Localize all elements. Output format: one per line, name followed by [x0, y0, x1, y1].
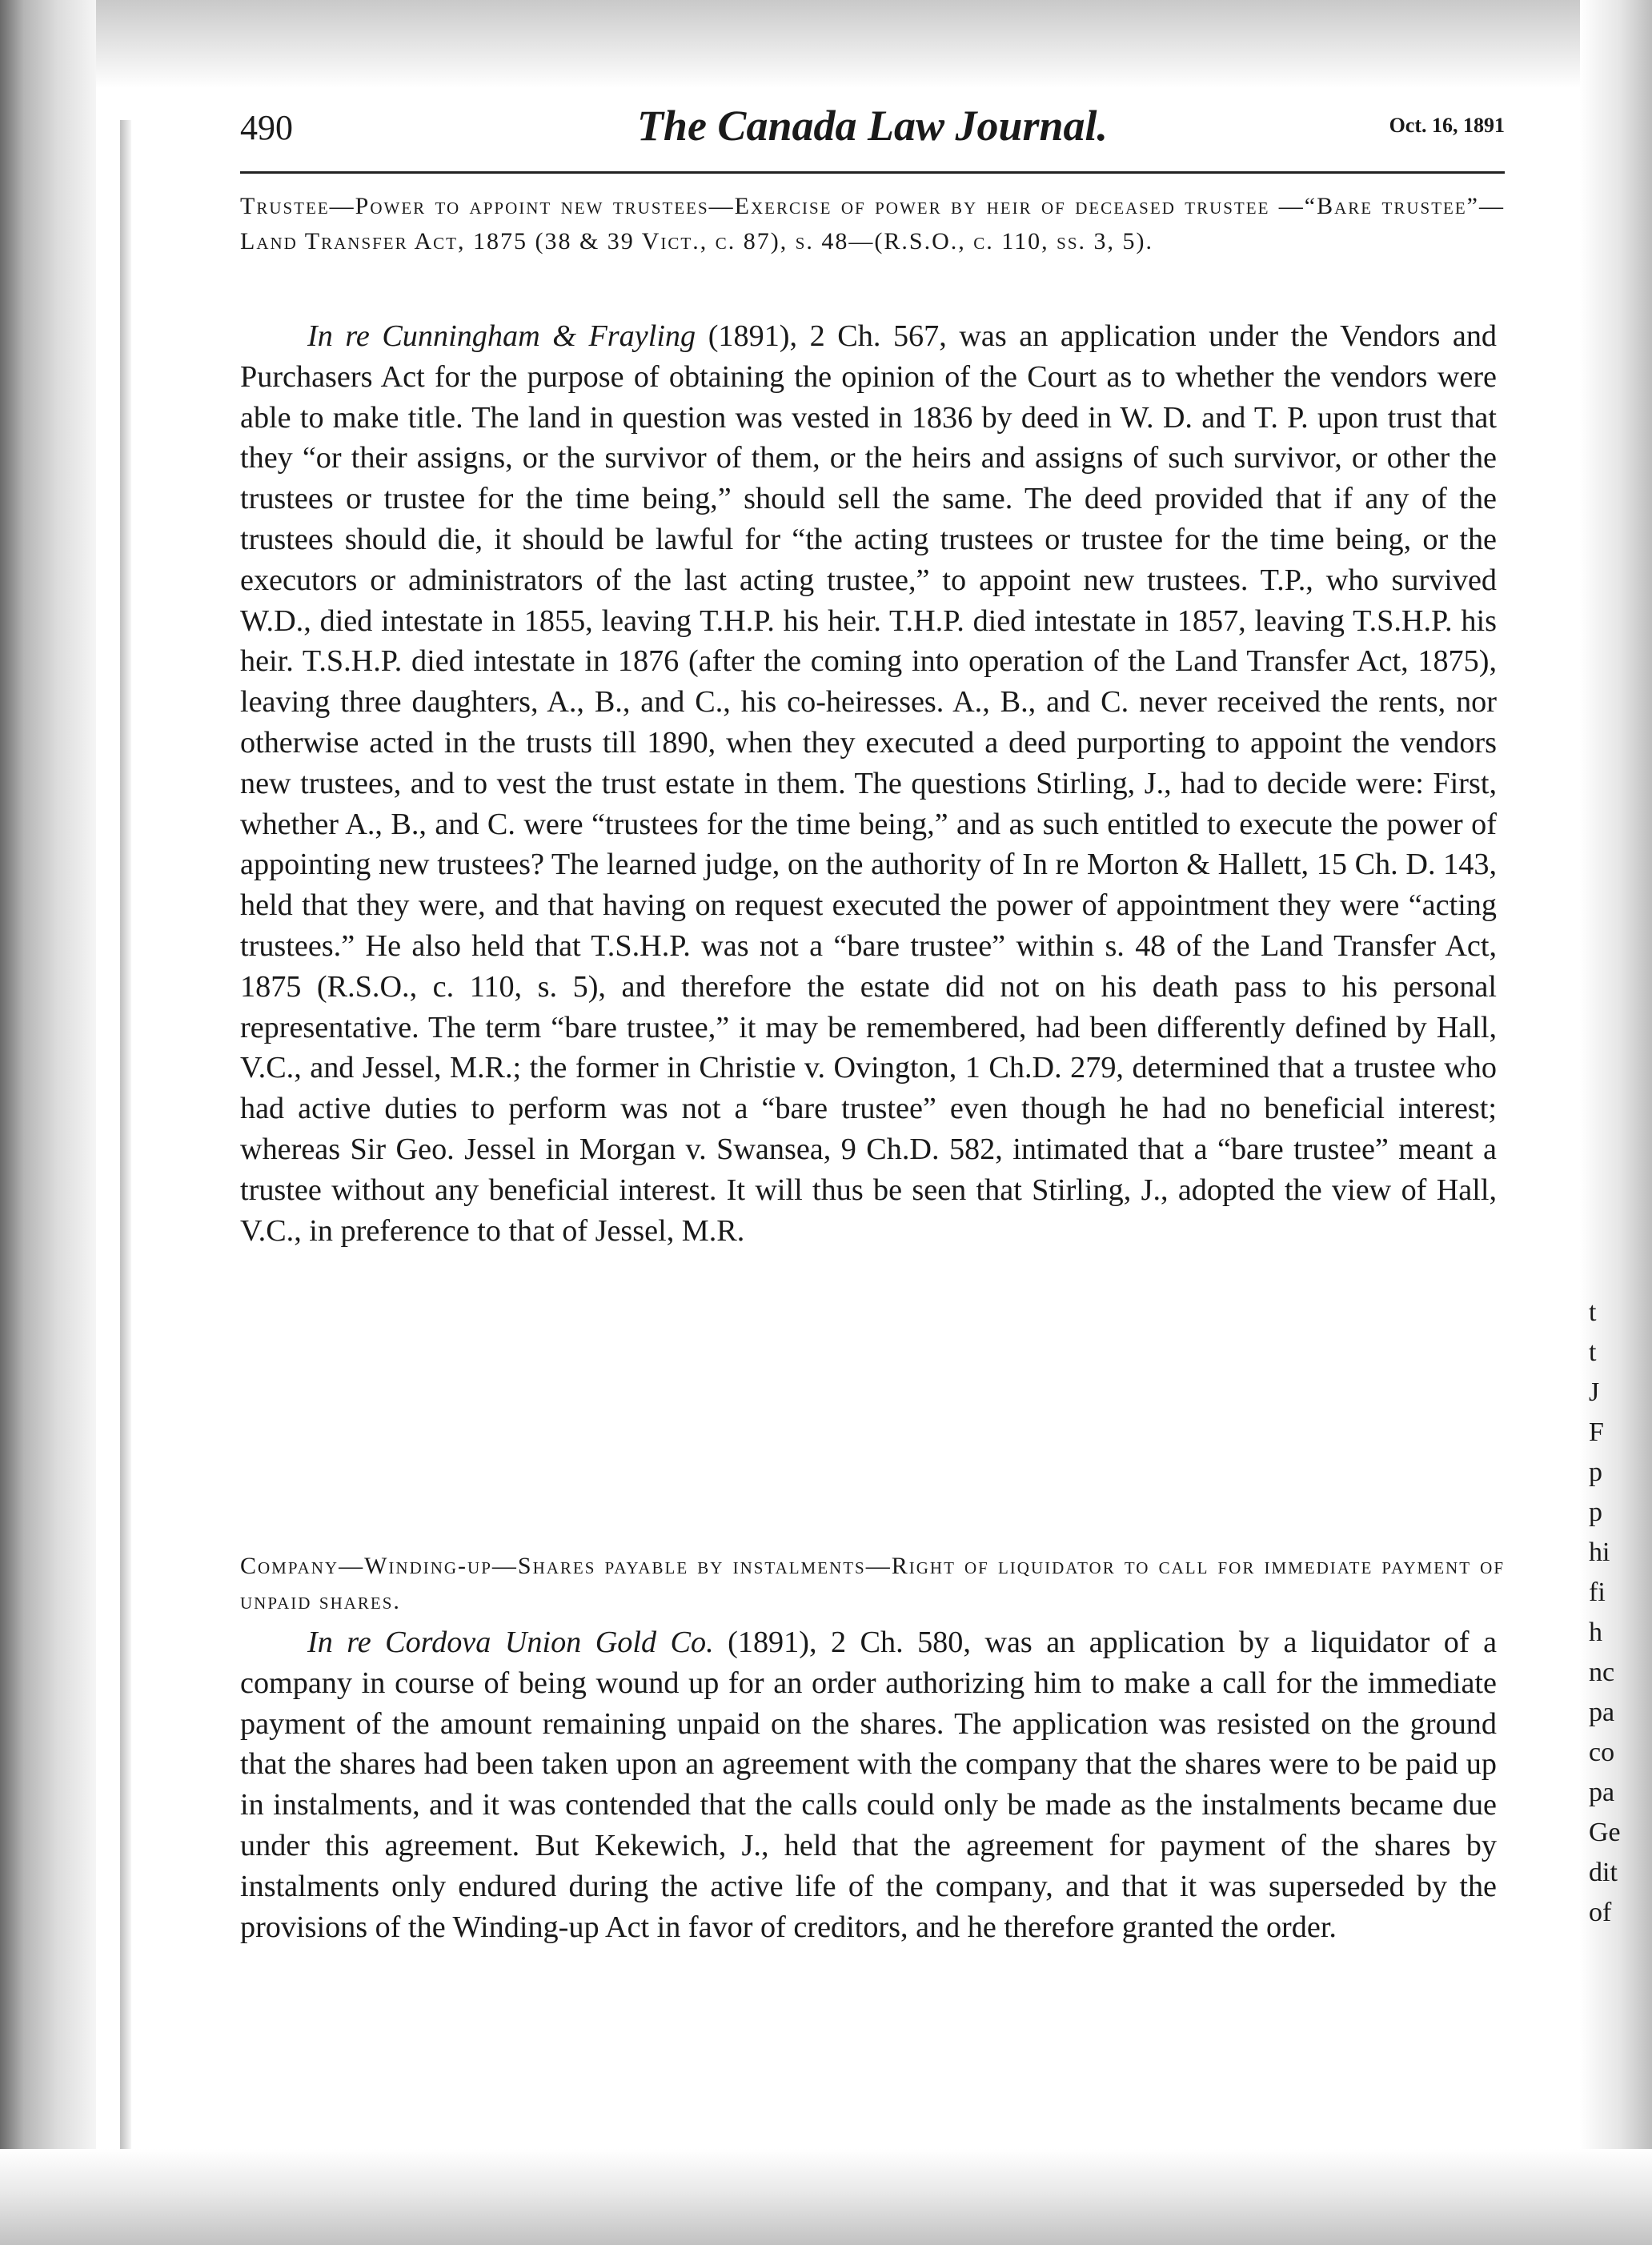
section-heading-trustee: Trustee—Power to appoint new trustees—Exercise of power by heir of deceased trustee —“Bare trustee”—Land Transfer Act, 1875 (38 & 39 Vict., c. 87), s. 48—(R.S.O., c. 110, ss. 3, 5). [240, 193, 1505, 255]
margin-fragment: fi [1589, 1578, 1606, 1607]
facing-page-margin-text [1589, 1293, 1637, 1933]
section-heading-company: Company—Winding-up—Shares payable by instalments—Right of liquidator to call for immediate payment of unpaid shares. [240, 1553, 1505, 1614]
margin-fragment: F [1589, 1417, 1604, 1447]
margin-fragment: J [1589, 1377, 1600, 1407]
case-name-cunningham: In re Cunningham & Frayling [307, 319, 696, 353]
case-name-cordova: In re Cordova Union Gold Co. [307, 1626, 714, 1659]
margin-fragment: pa [1589, 1698, 1615, 1727]
margin-fragment: h [1589, 1618, 1602, 1647]
page-edge-left [120, 120, 131, 2201]
margin-fragment: p [1589, 1497, 1602, 1527]
paragraph-cordova [240, 1622, 1497, 1947]
header-rule [240, 171, 1505, 174]
journal-title: The Canada Law Journal. [636, 102, 1109, 150]
margin-fragment: dit [1589, 1858, 1618, 1887]
margin-fragment: t [1589, 1297, 1597, 1327]
margin-fragment: t [1589, 1337, 1597, 1367]
margin-fragment: p [1589, 1457, 1602, 1487]
page-header [240, 96, 1505, 160]
paragraph-cordova-text: (1891), 2 Ch. 580, was an application by a liquidator of a company in course of being wound up for an order authorizing him to make a call for the immediate payment of the amount remaining unpaid on the shares. The application was resisted on the ground that the shares had been taken upon an agreement with the company that the shares were to be paid up in instalments, and it was contended that the calls could only be made as the instalments became due under this agreement. But Kekewich, J., held that the agreement for payment of the shares by instalments only endured during the active life of the company, and that it was superseded by the provisions of the Winding-up Act in favor of creditors, and he therefore granted the order. [240, 1626, 1498, 1944]
paragraph-cunningham-text: (1891), 2 Ch. 567, was an application under the Vendors and Purchasers Act for the purpose of obtaining the opinion of the Court as to whether the vendors were able to make title. The land in question was vested in 1836 by deed in W. D. and T. P. upon trust that they “or their assigns, or the survivor of them, or the heirs and assigns of such survivor, or other the trustees or trustee for the time being,” should sell the same. The deed provided that if any of the trustees should die, it should be lawful for “the acting trustees or trustee for the time being, or the executors or administrators of the last acting trustee,” to appoint new trustees. T.P., who survived W.D., died intestate in 1855, leaving T.H.P. his heir. T.H.P. died intestate in 1857, leaving T.S.H.P. his heir. T.S.H.P. died intestate in 1876 (after the coming into operation of the Land Transfer Act, 1875), leaving three daughters, A., B., and C., his co-heiresses. A., B., and C. never received the rents, nor otherwise acted in the trusts till 1890, when they executed a deed purporting to appoint the vendors new trustees, and to vest the trust estate in them. The questions Stirling, J., had to decide were: First, whether A., B., and C. were “trustees for the time being,” and as such entitled to execute the power of appointing new trustees? The learned judge, on the authority of In re Morton & Hallett, 15 Ch. D. 143, held that they were, and that having on request executed the power of appointment they were “acting trustees.” He also held that T.S.H.P. was not a “bare trustee” within s. 48 of the Land Transfer Act, 1875 (R.S.O., c. 110, s. 5), and therefore the estate did not on his death pass to his personal representative. The term “bare trustee,” it may be remembered, had been differently defined by Hall, V.C., and Jessel, M.R.; the former in Christie v. Ovington, 1 Ch.D. 279, determined that a trustee who had active duties to perform was not a “bare trustee” even though he had no beneficial interest; whereas Sir Geo. Jessel in Morgan v. Swansea, 9 Ch.D. 582, intimated that a “bare trustee” meant a trustee without any beneficial interest. It will thus be seen that Stirling, J., adopted the view of Hall, V.C., in preference to that of Jessel, M.R. [240, 319, 1498, 1248]
scan-shadow-left [0, 0, 96, 2245]
margin-fragment: Ge [1589, 1818, 1621, 1847]
margin-fragment: co [1589, 1738, 1615, 1767]
margin-fragment: hi [1589, 1537, 1610, 1567]
margin-fragment: of [1589, 1898, 1612, 1927]
scan-shadow-top [0, 0, 1652, 88]
margin-fragment: pa [1589, 1778, 1615, 1807]
paragraph-cunningham [240, 316, 1497, 1251]
margin-fragment: nc [1589, 1658, 1615, 1687]
scan-shadow-bottom [0, 2149, 1652, 2245]
page-number: 490 [240, 108, 293, 147]
issue-date: Oct. 16, 1891 [1389, 114, 1505, 137]
